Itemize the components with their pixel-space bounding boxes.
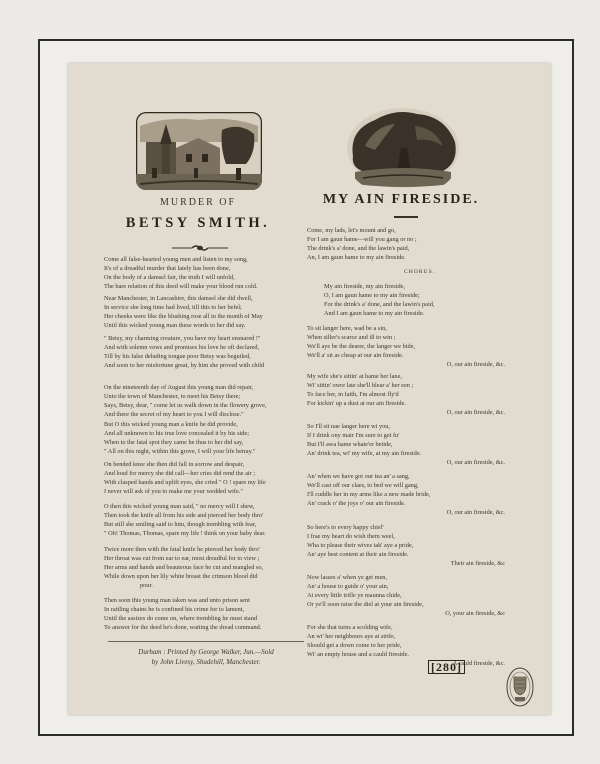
left-stanza-8 [104,546,263,591]
refrain-line: O, our ain fireside, &c. [446,408,505,416]
verse-line: I never will ask of you to make me your wedded wife." [104,487,243,495]
verse-line: In service she long time had lived, till this to her befel; [104,303,242,311]
imprint-line: by John Livesy, Shudehill, Manchester. [151,658,261,666]
refrain-line: O, our ain fireside, &c. [446,458,505,466]
left-stanza-1 [104,256,258,292]
chorus-heading: CHORUS. [404,269,436,275]
verse-line: An' a house to guide o' your ain, [307,582,389,590]
verse-line: Wi' sittin' owre late she'll blear a' her een ; [307,381,414,389]
verse-line: And loud for mercy she did call—her cries did rend the air ; [104,469,256,477]
refrain-line: O, our ain fireside, &c. [446,360,505,368]
verse-line: Then soon this young man taken was and unto prison sent [104,597,250,604]
verse-line: For the drink's a' done, and the lawin's paid, [324,300,435,308]
verse-line: Till by his false deluding tongue poor Betsy was beguiled, [104,352,251,360]
left-title: BETSY SMITH. [125,215,271,231]
right-title: MY AIN FIRESIDE. [322,192,480,207]
verse-line: Until the assizes do come on, where trembling he must stand [104,614,258,622]
imprint-line: Durham : Printed by George Walker, Jun.—Sold [138,648,274,656]
verse-line: " Oh! Thomas, Thomas, spare my life ! think on your baby dear. [104,529,266,537]
verse-line: Come all false-hearted young men and listen to my song, [104,256,248,263]
imprint-rule [108,641,304,642]
verse-line: The drink's a' done, and the lawin's paid, [307,244,410,252]
verse-line: Wi' an empty house and a cauld fireside. [307,650,409,658]
verse-line: An' when we have got our tea an' a sang, [307,473,410,480]
verse-line: While down upon her lily white breast the crimson blood did [104,572,258,580]
left-stanza-6 [104,461,266,497]
verse-line: We'll aye be the dearer, the langer we bide, [307,342,416,350]
verse-line: Her arms and hands and beauteous face he cut and mangled so, [104,563,264,571]
verse-line: I'll cuddle her in my arms like a new made bride, [307,490,431,498]
verse-line: Unto the town of Manchester, to meet his Betsy there; [104,392,241,400]
verse-line: For I am gaun hame—will you gang or no ; [307,235,417,243]
verse-line: My ain fireside, my ain fireside, [324,283,405,290]
verse-line: To sit langer here, wad be a sin, [307,325,387,332]
verse-line: But still she smiling said to him, though trembling with fear, [104,520,257,528]
verse-line: Come, my lads, let's mount and go, [307,227,396,234]
right-stanza-6 [307,574,505,619]
verse-line: So I'll sit nae langer here wi you, [307,423,390,430]
verse-line: Should get a down come to her pride, [307,641,402,649]
verse-line: On bended knee she then did fall in sorrow and despair, [104,461,245,468]
verse-line: O then this wicked young man said, " no mercy will I shew, [104,503,255,510]
verse-line: Until this wicked young man these words to her did say. [104,321,246,329]
left-stanza-4 [104,384,266,420]
verse-line: Her cheeks were like the blushing rose all in the month of May [104,312,263,320]
verse-line: Twice more then with the fatal knife he pierced her body thro' [104,546,260,553]
verse-line: To face her, in faith, I'm almost fly'd [307,390,399,398]
refrain-line: Their ain fireside, &c [450,559,505,567]
broadside-sheet [68,63,551,715]
refrain-line: A cauld fireside, &c. [452,659,505,667]
churchyard-woodcut-icon [136,112,262,190]
verse-line: We'll cast off our claes, to bed we will gang, [307,481,419,489]
verse-line: For she that turns a scolding wife, [307,624,393,631]
catalogue-number: [280] [428,660,465,674]
verse-line: An' aye best content at their ain fireside. [307,550,409,558]
left-stanza-2 [104,295,263,331]
verse-line: And soon to her misfortune great, by him she proved with child [104,361,265,369]
verse-line: Near Manchester, in Lancashire, this damsel she did dwell, [104,295,253,302]
verse-line: To answer for the deed he's done, waiting the dread command. [104,623,262,631]
verse-line: An' drink tea, wi' my wife, at my ain fireside. [307,449,422,457]
right-stanza-2 [307,373,505,418]
right-intro [307,227,417,263]
verse-line: For kickin' up a dust at our ain fireside. [307,399,406,407]
verse-line: And there the secret of my heart to you I will disclose." [104,410,244,418]
verse-line: So here's to every happy chiel' [307,524,384,531]
verse-line: An, I am gaun hame to my ain fireside. [307,253,406,261]
printer-imprint [104,647,308,667]
verse-line: " All on this night, within this grove, I will your life betray." [104,447,256,455]
left-stanza-3 [104,335,264,371]
verse-line: And with solemn vows and promises his love he oft declared, [104,343,260,351]
left-title-small: MURDER OF [159,197,237,208]
verse-line: Says, Betsy, dear, " come let us walk down in the flowery grove, [104,401,267,409]
verse-line: An' crack o' the joys o' our ain fireside. [307,499,406,507]
verse-line: pour. [140,581,153,589]
left-stanza-5 [104,421,255,457]
verse-line: In rattling chains he is confined his crime for to lament, [104,605,245,613]
left-stanza-7 [104,503,266,539]
library-seal-icon [505,665,535,714]
verse-line: My wife she's sittin' at hame her lane, [307,373,402,380]
verse-line: The bare relation of this deed will make your blood run cold. [104,282,258,290]
verse-line: But I'll awa hame whate'er betide, [307,440,393,448]
verse-line: O, I am gaun hame to my ain fireside; [324,291,420,299]
ornament-flourish-icon [172,239,228,257]
left-stanza-9 [104,597,261,633]
verse-line: We'll a' sit as cheap at our ain fireside. [307,351,404,359]
refrain-line: O, our ain fireside, &c. [446,508,505,516]
verse-line: It's of a dreadful murder that lately has been done, [104,264,231,272]
right-stanza-5 [307,524,505,569]
verse-line: And all unknown to his true love concealed it by his side; [104,429,249,437]
title-rule [394,216,418,218]
verse-line: On the nineteenth day of August this young man did repair, [104,384,254,391]
verse-line: Now lasses a' when ye get men, [307,574,387,581]
right-stanza-1 [307,325,505,370]
verse-line: When siller's scarce and ill to win ; [307,333,396,341]
right-chorus [324,283,434,319]
verse-line: If I drink ony mair I'm sure to get fu' [307,431,400,439]
verse-line: With clasped hands and uplift eyes, she cried " O ! spare my life [104,478,266,486]
verse-line: An wi' her neighbours aye at strife, [307,632,396,640]
verse-line: When to the fatal spot they came he thus to her did say, [104,438,244,446]
verse-line: Then took the knife all from his side and pierced her body thro' [104,511,264,519]
verse-line: On the body of a damsel fair, the truth I will unfold, [104,273,235,281]
verse-line: Her throat was cut from ear to ear, most dreadful for to view ; [104,554,260,562]
verse-line: Wha to please their wives tak' aye a pride, [307,541,414,549]
right-stanza-4 [307,473,505,518]
verse-line: I frae my heart do wish them weel, [307,532,395,540]
verse-line: And I am gaun hame to my ain fireside. [324,309,425,317]
verse-line: At every little trifle ye maunna chide, [307,591,402,599]
right-stanza-3 [307,423,505,468]
verse-line: Or ye'll soon raise the diel at your ain fireside, [307,600,424,608]
tree-woodcut-icon [345,106,461,192]
refrain-line: O, your ain fireside, &c [445,609,505,617]
verse-line: " Betsy, my charming creature, you have my heart ensnared !" [104,335,261,342]
right-stanza-7 [307,624,505,669]
verse-line: But O this wicked young man a knife he did provide, [104,421,238,428]
